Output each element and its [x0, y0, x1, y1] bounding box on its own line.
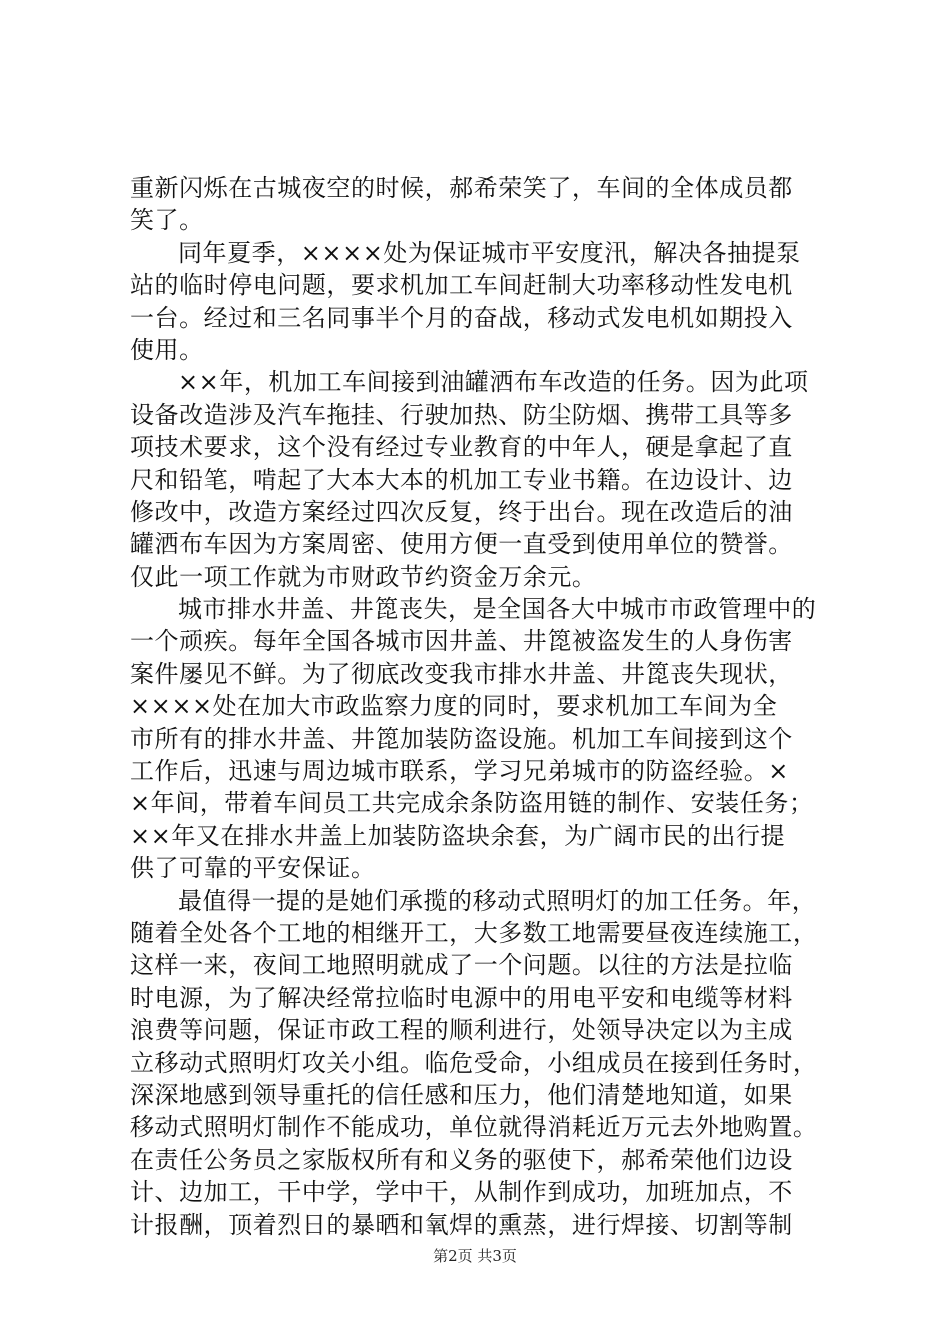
text-line-30: 移动式照明灯制作不能成功，单位就得消耗近万元去外地购置。 [130, 1113, 818, 1142]
text-line-29: 深深地感到领导重托的信任感和压力，他们清楚地知道，如果 [130, 1080, 793, 1109]
text-line-33: 计报酬，顶着烈日的暴晒和氧焊的熏蒸，进行焊接、切割等制 [130, 1210, 793, 1239]
page-number: 第2页 [433, 1247, 473, 1265]
document-body [130, 172, 830, 1241]
text-line-8: 设备改造涉及汽车拖挂、行驶加热、防尘防烟、携带工具等多 [130, 400, 793, 429]
text-line-21: ××年又在排水井盖上加装防盗块余套，为广阔市民的出行提 [130, 821, 786, 850]
text-line-15: 一个顽疾。每年全国各城市因井盖、井箆被盗发生的人身伤害 [130, 627, 793, 656]
text-line-13: 仅此一项工作就为市财政节约资金万余元。 [130, 562, 597, 591]
text-line-17: ××××处在加大市政监察力度的同时，要求机加工车间为全 [130, 692, 778, 721]
text-line-18: 市所有的排水井盖、井箆加装防盗设施。机加工车间接到这个 [130, 724, 793, 753]
text-line-28: 立移动式照明灯攻关小组。临危受命，小组成员在接到任务时， [130, 1048, 818, 1077]
text-line-25: 这样一来，夜间工地照明就成了一个问题。以往的方法是拉临 [130, 951, 793, 980]
text-line-4: 站的临时停电问题，要求机加工车间赶制大功率移动性发电机 [130, 271, 793, 300]
text-line-19: 工作后，迅速与周边城市联系，学习兄弟城市的防盗经验。× [130, 757, 789, 786]
text-line-27: 浪费等问题，保证市政工程的顺利进行，处领导决定以为主成 [130, 1016, 793, 1045]
text-line-7: ××年，机加工车间接到油罐洒布车改造的任务。因为此项 [178, 368, 809, 397]
text-line-11: 修改中，改造方案经过四次反复，终于出台。现在改造后的油 [130, 497, 793, 526]
page-total: 共3页 [477, 1247, 517, 1265]
text-line-10: 尺和铅笔，啃起了大本大本的机加工专业书籍。在边设计、边 [130, 465, 793, 494]
text-line-32: 计、边加工，干中学，学中干，从制作到成功，加班加点，不 [130, 1178, 793, 1207]
text-line-22: 供了可靠的平安保证。 [130, 854, 376, 883]
text-line-1: 重新闪烁在古城夜空的时候，郝希荣笑了，车间的全体成员都 [130, 174, 793, 202]
text-line-16: 案件屡见不鲜。为了彻底改变我市排水井盖、井箆丧失现状， [130, 659, 793, 688]
text-line-23: 最值得一提的是她们承揽的移动式照明灯的加工任务。年， [178, 886, 817, 915]
text-line-24: 随着全处各个工地的相继开工，大多数工地需要昼夜连续施工， [130, 918, 818, 947]
text-line-5: 一台。经过和三名同事半个月的奋战，移动式发电机如期投入 [130, 303, 793, 332]
text-line-2: 笑了。 [130, 206, 204, 235]
text-line-20: ×年间，带着车间员工共完成余条防盗用链的制作、安装任务； [130, 789, 814, 818]
text-line-9: 项技术要求，这个没有经过专业教育的中年人，硬是拿起了直 [130, 433, 793, 462]
text-line-3: 同年夏季，××××处为保证城市平安度汛，解决各抽提泵 [178, 238, 801, 267]
page-footer [0, 1246, 950, 1266]
text-line-26: 时电源，为了解决经常拉临时电源中的用电平安和电缆等材料 [130, 983, 793, 1012]
text-line-14: 城市排水井盖、井箆丧失，是全国各大中城市市政管理中的 [178, 595, 817, 624]
text-line-31: 在责任公务员之家版权所有和义务的驱使下，郝希荣他们边设 [130, 1145, 793, 1174]
text-line-6: 使用。 [130, 335, 204, 364]
text-line-12: 罐洒布车因为方案周密、使用方便一直受到使用单位的赞誉。 [130, 530, 793, 559]
